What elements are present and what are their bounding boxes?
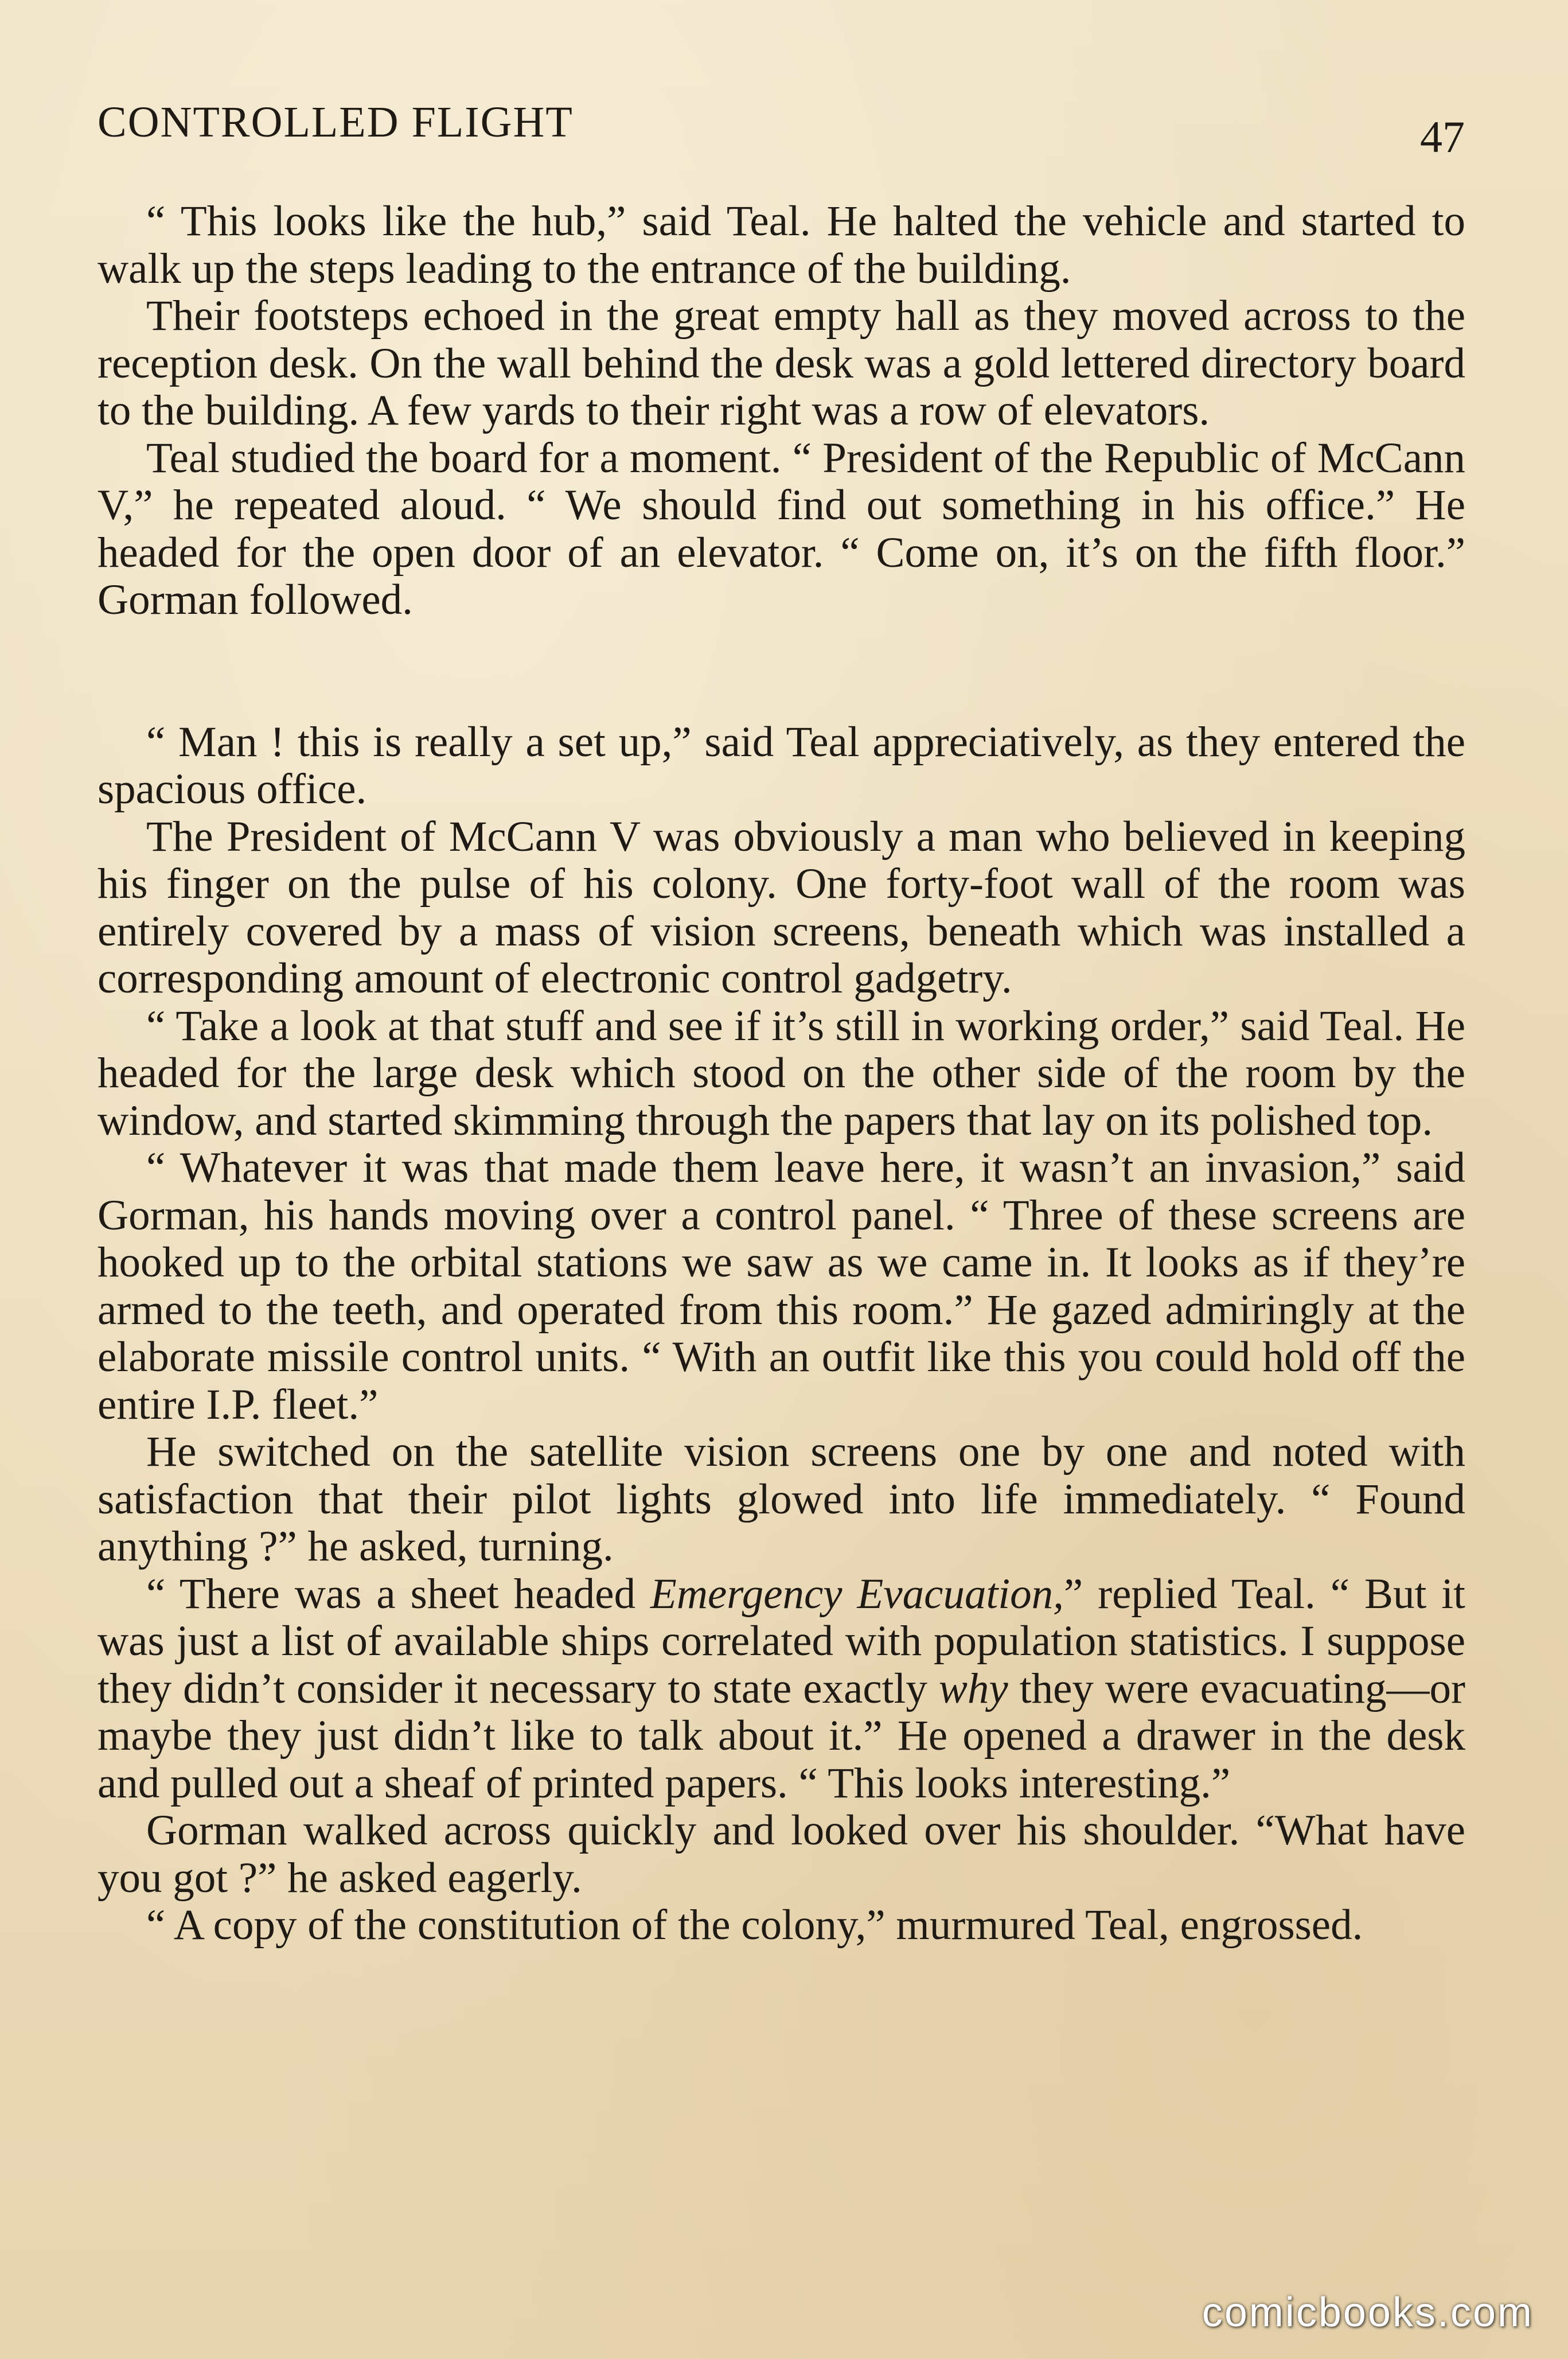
paragraph-text: they were evacuating—or maybe they just didn’t like to talk about it.” He opened a drawer in the desk and pulled out a sheaf of printed papers. “ This looks interesting.” [97,1664,1465,1807]
paragraph: “ This looks like the hub,” said Teal. He halted the vehicle and started to walk up the steps leading to the entrance of the building. [97,197,1465,293]
paragraph: Teal studied the board for a moment. “ President of the Republic of McCann V,” he repeated aloud. “ We should find out something in his office.” He headed for the open door of an elevator. “ Come on, it’s on the fifth floor.” Gorman followed. [97,434,1465,624]
paragraph: Their footsteps echoed in the great empty hall as they moved across to the reception desk. On the wall behind the desk was a gold lettered directory board to the building. A few yards to their right was a row of elevators. [97,292,1465,434]
body-text [97,198,1465,1949]
paragraph-evacuation [97,1571,1465,1808]
running-title: CONTROLLED FLIGHT [97,98,574,146]
paragraph-text: “ There was a sheet headed [146,1570,651,1618]
paragraph: “ Man ! this is really a set up,” said Teal appreciatively, as they entered the spacious office. [97,718,1465,813]
emphasis-title: Emergency Evacuation, [650,1570,1064,1618]
watermark: comicbooks.com [1202,2290,1534,2335]
paragraph: He switched on the satellite vision screens one by one and noted with satisfaction that their pilot lights glowed into life immediately. “ Found anything ?” he asked, turning. [97,1428,1465,1570]
paragraph: The President of McCann V was obviously a man who believed in keeping his finger on the pulse of his colony. One forty-foot wall of the room was entirely covered by a mass of vision screens, beneath which was installed a corresponding amount of electronic control gadgetry. [97,812,1465,1002]
paragraph: “ Take a look at that stuff and see if it’s still in working order,” said Teal. He headed for the large desk which stood on the other side of the room by the window, and started skimming through the papers that lay on its polished top. [97,1002,1465,1145]
emphasis-why: why [938,1664,1008,1712]
page-number: 47 [1420,112,1465,162]
paragraph: “ A copy of the constitution of the colony,” murmured Teal, engrossed. [146,1901,1363,1949]
paragraph: “ Whatever it was that made them leave here, it wasn’t an invasion,” said Gorman, his hands moving over a control panel. “ Three of these screens are hooked up to the orbital stations we saw as we came in. It looks as if they’re armed to the teeth, and operated from this room.” He gazed admiringly at the elaborate missile control units. “ With an outfit like this you could hold off the entire I.P. fleet.” [97,1144,1465,1428]
paragraph-text: ” replied Teal. “ But it was just a list of available ships correlated with population statistics. I suppose they didn’t consider it necessary to state exactly [97,1570,1465,1712]
paragraph: Gorman walked across quickly and looked over his shoulder. “What have you got ?” he asked eagerly. [97,1807,1465,1902]
